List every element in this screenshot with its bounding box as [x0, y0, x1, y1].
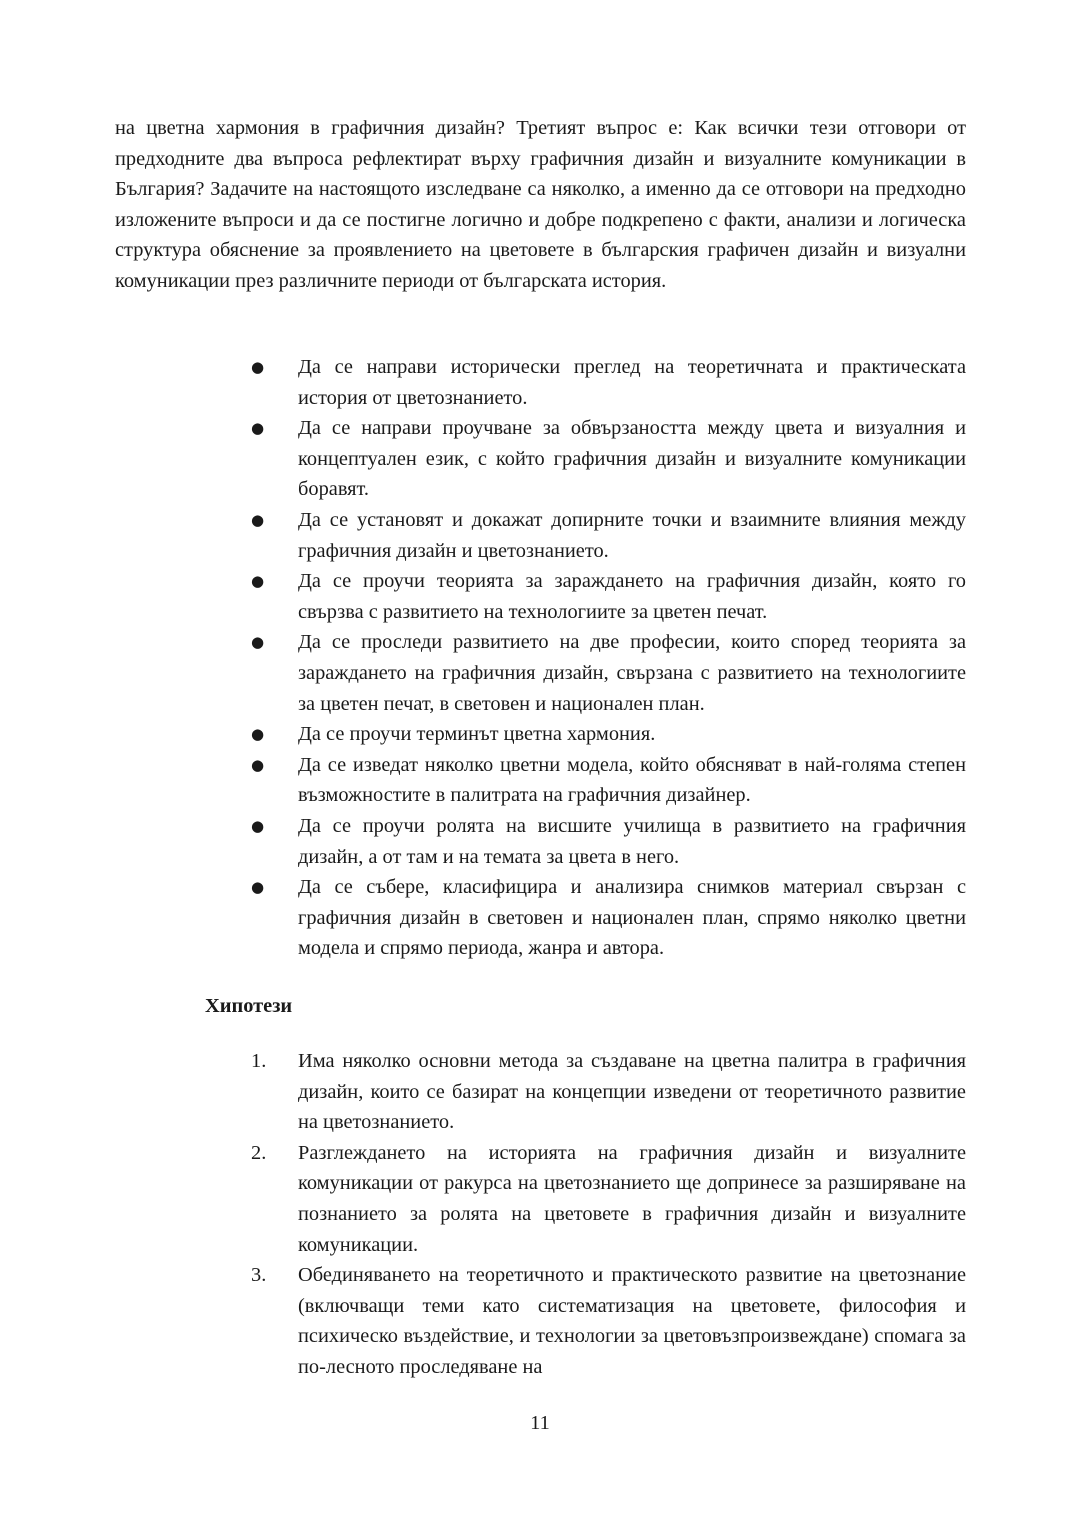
list-item-text: Да се установят и докажат допирните точки и взаимните влияния между графичния дизайн и цветознанието.: [298, 508, 966, 562]
list-item: [245, 352, 966, 413]
bullet-icon: ●: [251, 725, 265, 744]
hypotheses-list: [245, 1046, 966, 1383]
list-item-text: Обединяването на теоретичното и практическото развитие на цветознание (включващи теми като систематизация на цветовете, философия и психическо въздействие, и технологии за цветовъзпроизвеждане) спомага за по-лесното проследяване на: [298, 1264, 966, 1378]
bullet-icon: ●: [251, 419, 265, 438]
intro-paragraph: на цветна хармония в графичния дизайн? Третият въпрос е: Как всички тези отговори от предходните два въпроса рефлектират върху графичния дизайн и визуалните комуникации в България? Задачите на настоящото изследване са няколко, а именно да се отговори на предходно изложените въпроси и да се постигне логично и добре подкрепено с факти, анализи и логическа структура обяснение за проявлението на цветовете в българския графичен дизайн и визуални комуникации през различните периоди от българската история.: [115, 117, 966, 292]
tasks-list: [245, 352, 966, 964]
list-item: [245, 566, 966, 627]
list-item-text: Да се събере, класифицира и анализира снимков материал свързан с графичния дизайн в световен и национален план, спрямо няколко цветни модела и спрямо периода, жанра и автора.: [298, 876, 966, 960]
list-item: [245, 719, 966, 750]
page-number: 11: [530, 1412, 550, 1434]
list-item: [245, 750, 966, 811]
list-item-text: Да се проследи развитието на две професии, които според теорията за зараждането на графичния дизайн, свързана с развитието на технологиите за цветен печат, в световен и национален план.: [298, 631, 966, 715]
list-number: 2.: [251, 1141, 267, 1164]
list-item: [245, 1138, 966, 1260]
bullet-icon: ●: [251, 633, 265, 652]
bullet-icon: ●: [251, 572, 265, 591]
bullet-icon: ●: [251, 358, 265, 376]
list-item-text: Да се направи исторически преглед на теоретичната и практическата история от цветознанието.: [298, 356, 966, 409]
list-item: [245, 1260, 966, 1382]
list-item: [245, 627, 966, 719]
list-item-text: Да се изведат няколко цветни модела, който обясняват в най-голяма степен възможностите в палитрата на графичния дизайнер.: [298, 753, 966, 807]
bullet-icon: ●: [251, 755, 265, 774]
list-item-text: Разглеждането на историята на графичния дизайн и визуалните комуникации от ракурса на цветознанието ще допринесе за разширяване на познанието за ролята на цветовете в графичния дизайн и визуалните комуникации.: [298, 1141, 966, 1256]
section-heading-hypotheses: Хипотези: [205, 995, 293, 1017]
bullet-icon: ●: [251, 816, 265, 835]
list-item: [245, 413, 966, 505]
list-item-text: Да се проучи терминът цветна хармония.: [298, 723, 656, 746]
list-item: [245, 1046, 966, 1138]
list-item-text: Да се проучи ролята на висшите училища в развитието на графичния дизайн, а от там и на темата за цвета в него.: [298, 814, 966, 868]
list-item: [245, 505, 966, 566]
list-item-text: Има няколко основни метода за създаване на цветна палитра в графичния дизайн, които се базират на концепции изведени от теоретичното развитие на цветознанието.: [298, 1050, 966, 1134]
list-number: 1.: [251, 1050, 267, 1072]
list-item-text: Да се направи проучване за обвързаността между цвета и визуалния и концептуален език, с който графичния дизайн и визуалните комуникации боравят.: [298, 417, 966, 501]
list-item-text: Да се проучи теорията за зараждането на графичния дизайн, която го свързва с развитието на технологиите за цветен печат.: [298, 570, 966, 623]
bullet-icon: ●: [251, 878, 265, 897]
bullet-icon: ●: [251, 510, 265, 529]
list-number: 3.: [251, 1264, 267, 1287]
list-item: [245, 811, 966, 872]
list-item: [245, 872, 966, 964]
